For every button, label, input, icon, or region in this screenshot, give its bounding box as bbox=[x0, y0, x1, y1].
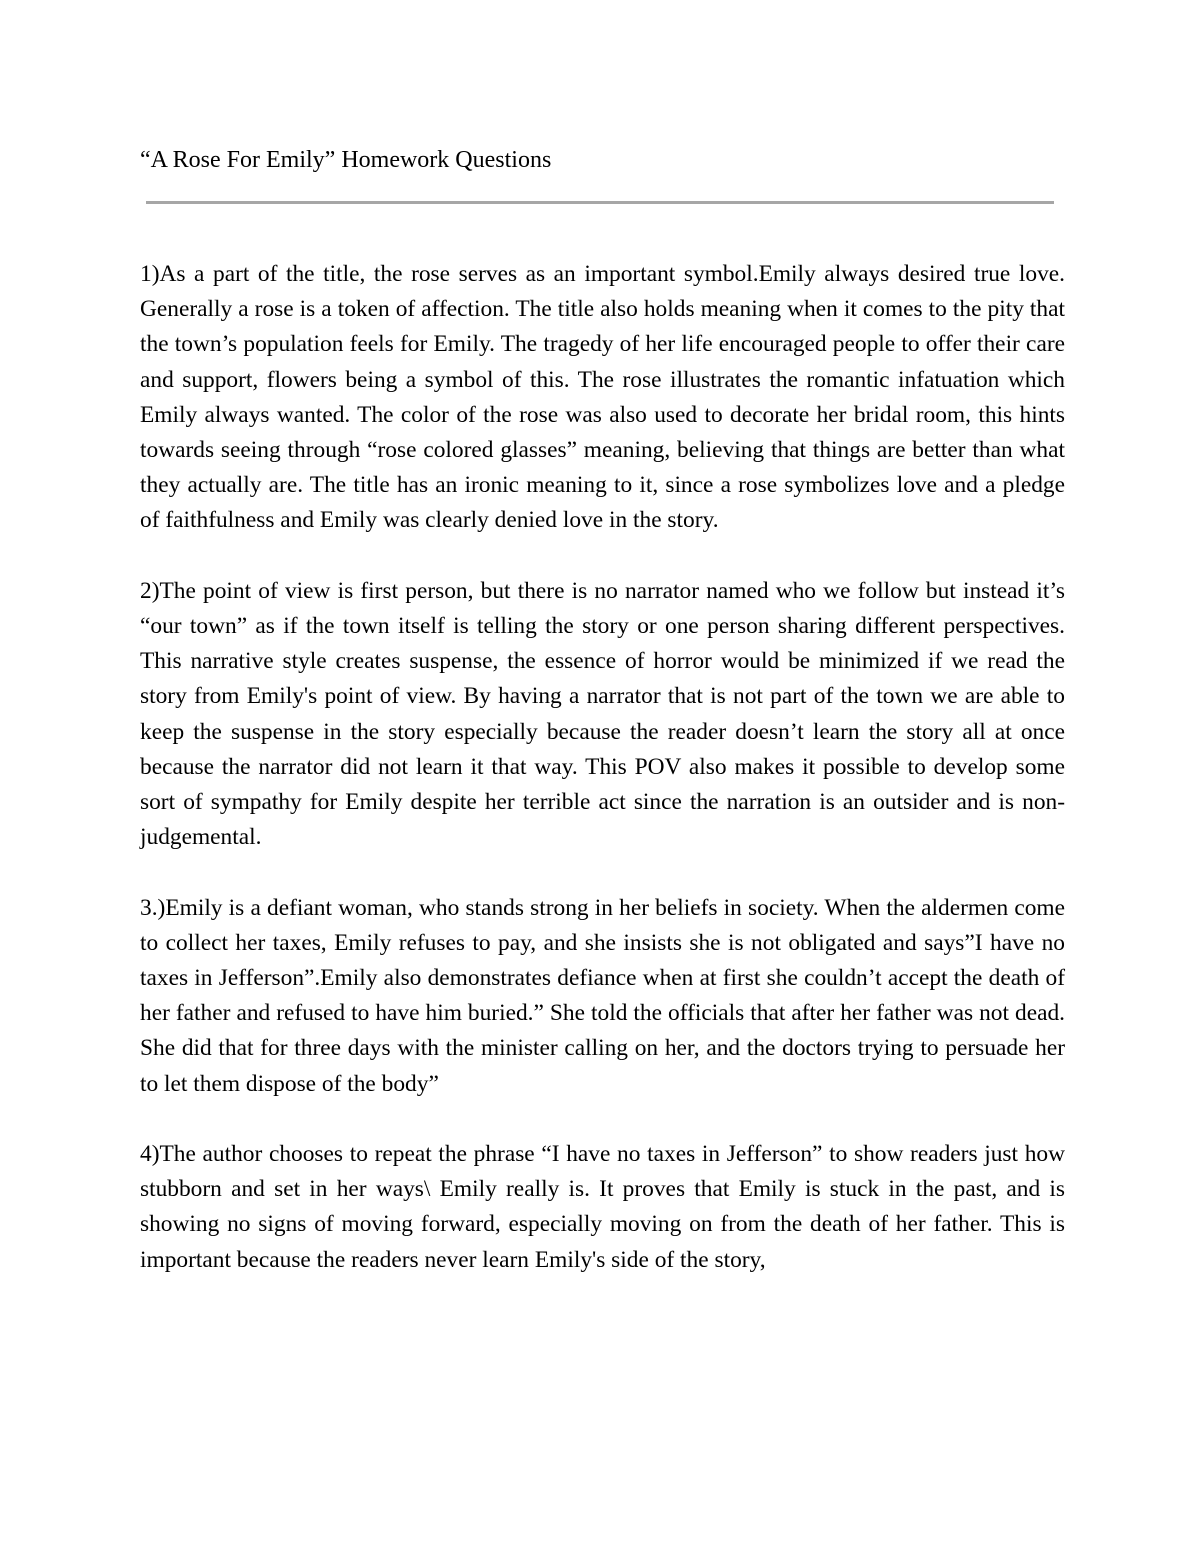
answers-body bbox=[140, 257, 1065, 1313]
answer-1-paragraph: 1)As a part of the title, the rose serves as an important symbol.Emily always desired true love. Generally a rose is a token of affection. The title also holds meaning when it comes to the pity that the town’s population feels for Emily. The tragedy of her life encouraged people to offer their care and support, flowers being a symbol of this. The rose illustrates the romantic infatuation which Emily always wanted. The color of the rose was also used to decorate her bridal room, this hints towards seeing through “rose colored glasses” meaning, believing that things are better than what they actually are. The title has an ironic meaning to it, since a rose symbolizes love and a pledge of faithfulness and Emily was clearly denied love in the story. bbox=[140, 261, 1065, 534]
document-title: “A Rose For Emily” Homework Questions bbox=[140, 147, 552, 173]
title-divider bbox=[146, 201, 1054, 204]
answer-2-paragraph: 2)The point of view is first person, but there is no narrator named who we follow but instead it’s “our town” as if the town itself is telling the story or one person sharing different perspectives. This narrative style creates suspense, the essence of horror would be minimized if we read the story from Emily's point of view. By having a narrator that is not part of the town we are able to keep the suspense in the story especially because the reader doesn’t learn the story all at once because the narrator did not learn it that way. This POV also makes it possible to develop some sort of sympathy for Emily despite her terrible act since the narration is an outsider and is non-judgemental. bbox=[140, 577, 1065, 851]
answer-4-paragraph: 4)The author chooses to repeat the phrase “I have no taxes in Jefferson” to show readers just how stubborn and set in her ways\ Emily really is. It proves that Emily is stuck in the past, and is showing no signs of moving forward, especially moving on from the death of her father. This is important because the readers never learn Emily's side of the story, bbox=[140, 1141, 1065, 1273]
answer-3-paragraph: 3.)Emily is a defiant woman, who stands strong in her beliefs in society. When the aldermen come to collect her taxes, Emily refuses to pay, and she insists she is not obligated and says”I have no taxes in Jefferson”.Emily also demonstrates defiance when at first she couldn’t accept the death of her father and refused to have him buried.” She told the officials that after her father was not dead. She did that for three days with the minister calling on her, and the doctors trying to persuade her to let them dispose of the body” bbox=[140, 894, 1065, 1097]
